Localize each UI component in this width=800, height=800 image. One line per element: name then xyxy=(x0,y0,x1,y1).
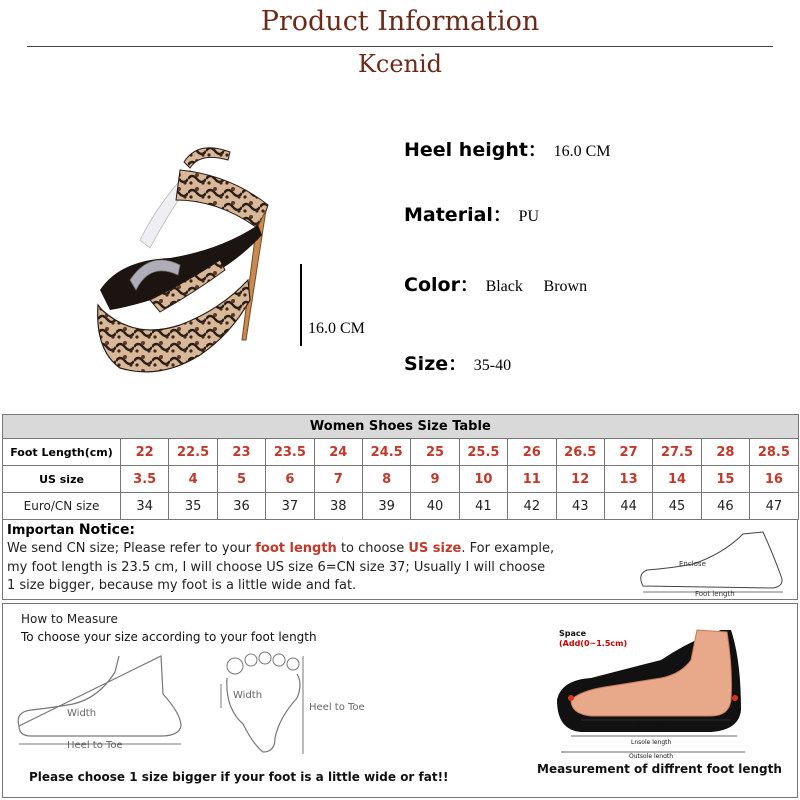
notice-title-suffix: Notice: xyxy=(78,522,136,538)
table-cell: 28 xyxy=(701,439,749,466)
spec-size-label: Size： xyxy=(404,353,468,375)
page-title: Product Information xyxy=(260,6,540,37)
notice-line-3: 1 size bigger, because my foot is a little wide and fat. xyxy=(7,578,357,593)
foot-top-view-icon xyxy=(213,648,413,758)
space-range-label: (Add(0~1.5cm) xyxy=(559,639,628,648)
table-cell: 22.5 xyxy=(169,439,217,466)
notice-text: . For example, xyxy=(461,541,555,556)
measurement-caption: Measurement of diffrent foot length xyxy=(537,762,782,776)
table-cell: 47 xyxy=(750,493,799,520)
title-divider xyxy=(27,46,773,47)
table-cell: 10 xyxy=(459,466,507,493)
notice-line-1 xyxy=(7,541,554,556)
table-row-us-size xyxy=(3,466,799,493)
spec-heel-height xyxy=(404,135,610,162)
notice-title-prefix: Importan xyxy=(7,523,75,538)
foot-side-diagram xyxy=(633,524,795,598)
size-table-title: Women Shoes Size Table xyxy=(3,415,799,439)
table-row-euro-size xyxy=(3,493,799,520)
table-cell: 39 xyxy=(362,493,410,520)
table-cell: 27 xyxy=(604,439,652,466)
table-cell: 41 xyxy=(459,493,507,520)
table-cell: 12 xyxy=(556,466,604,493)
foot-length-label: Foot length xyxy=(695,590,735,598)
insole-length-label: Lnsole length xyxy=(631,739,672,746)
notice-line-2: my foot length is 23.5 cm, I will choose US size 6=CN size 37; Usually I will choose xyxy=(7,560,546,575)
spec-material xyxy=(404,200,539,227)
foot-length-diagram-label: Foot length xyxy=(635,723,669,730)
row-label: US size xyxy=(3,466,121,493)
notice-highlight-us-size: US size xyxy=(408,541,462,556)
table-cell: 37 xyxy=(266,493,314,520)
table-cell: 24.5 xyxy=(362,439,410,466)
table-cell: 24 xyxy=(314,439,362,466)
table-cell: 3.5 xyxy=(121,466,169,493)
spec-color-label: Color： xyxy=(404,274,479,296)
measure-title: How to Measure xyxy=(21,612,118,626)
table-cell: 11 xyxy=(508,466,556,493)
table-cell: 5 xyxy=(217,466,265,493)
notice-text: We send CN size; Please refer to your xyxy=(7,541,256,556)
table-cell: 25.5 xyxy=(459,439,507,466)
brand-name: Kcenid xyxy=(357,50,443,78)
notice-highlight-foot-length: foot length xyxy=(255,541,337,556)
table-cell: 16 xyxy=(750,466,799,493)
width-label-top: Width xyxy=(233,690,263,701)
notice-box xyxy=(2,519,798,600)
spec-color xyxy=(404,270,587,297)
table-cell: 46 xyxy=(701,493,749,520)
row-label: Foot Length(cm) xyxy=(3,439,121,466)
spec-color-brown: Brown xyxy=(543,278,588,295)
table-cell: 13 xyxy=(604,466,652,493)
spec-size-value: 35-40 xyxy=(473,357,512,374)
table-cell: 44 xyxy=(604,493,652,520)
table-cell: 28.5 xyxy=(750,439,799,466)
spec-heel-height-label: Heel height： xyxy=(404,139,547,161)
table-cell: 40 xyxy=(411,493,459,520)
table-cell: 36 xyxy=(217,493,265,520)
spec-material-value: PU xyxy=(518,208,539,225)
table-cell: 22 xyxy=(121,439,169,466)
spec-size xyxy=(404,349,511,376)
table-cell: 6 xyxy=(266,466,314,493)
space-label: Space xyxy=(559,629,587,638)
width-label-side: Width xyxy=(67,708,97,719)
enclose-label: Enclose xyxy=(679,560,706,568)
spec-heel-height-value: 16.0 CM xyxy=(553,143,611,160)
table-cell: 8 xyxy=(362,466,410,493)
table-cell: 45 xyxy=(653,493,701,520)
table-cell: 26.5 xyxy=(556,439,604,466)
table-cell: 42 xyxy=(508,493,556,520)
table-cell: 34 xyxy=(121,493,169,520)
table-cell: 23 xyxy=(217,439,265,466)
table-cell: 43 xyxy=(556,493,604,520)
bigger-size-note: Please choose 1 size bigger if your foot is a little wide or fat!! xyxy=(29,770,449,784)
heel-dimension-label: 16.0 CM xyxy=(308,320,365,337)
measure-subtitle: To choose your size according to your foot length xyxy=(21,630,317,644)
notice-text: to choose xyxy=(336,541,409,556)
shoe-image xyxy=(80,130,300,380)
table-cell: 27.5 xyxy=(653,439,701,466)
size-table xyxy=(2,414,799,520)
table-cell: 7 xyxy=(314,466,362,493)
table-cell: 35 xyxy=(169,493,217,520)
heel-to-toe-label-side: Heel to Toe xyxy=(67,740,123,751)
size-table-header xyxy=(3,415,799,439)
foot-side-view-icon xyxy=(11,654,191,754)
table-cell: 15 xyxy=(701,466,749,493)
spec-material-label: Material： xyxy=(404,204,512,226)
table-cell: 9 xyxy=(411,466,459,493)
table-cell: 23.5 xyxy=(266,439,314,466)
table-row-foot-length xyxy=(3,439,799,466)
outsole-length-label: Outsole length xyxy=(629,753,674,758)
table-cell: 14 xyxy=(653,466,701,493)
table-cell: 4 xyxy=(169,466,217,493)
row-label: Euro/CN size xyxy=(3,493,121,520)
how-to-measure-section xyxy=(2,603,798,798)
notice-title xyxy=(7,522,135,538)
spec-color-black: Black xyxy=(485,278,523,295)
table-cell: 26 xyxy=(508,439,556,466)
heel-dimension-line xyxy=(300,264,302,346)
table-cell: 38 xyxy=(314,493,362,520)
insole-measurement-diagram xyxy=(551,620,751,758)
heel-to-toe-label-top: Heel to Toe xyxy=(309,702,365,713)
table-cell: 25 xyxy=(411,439,459,466)
